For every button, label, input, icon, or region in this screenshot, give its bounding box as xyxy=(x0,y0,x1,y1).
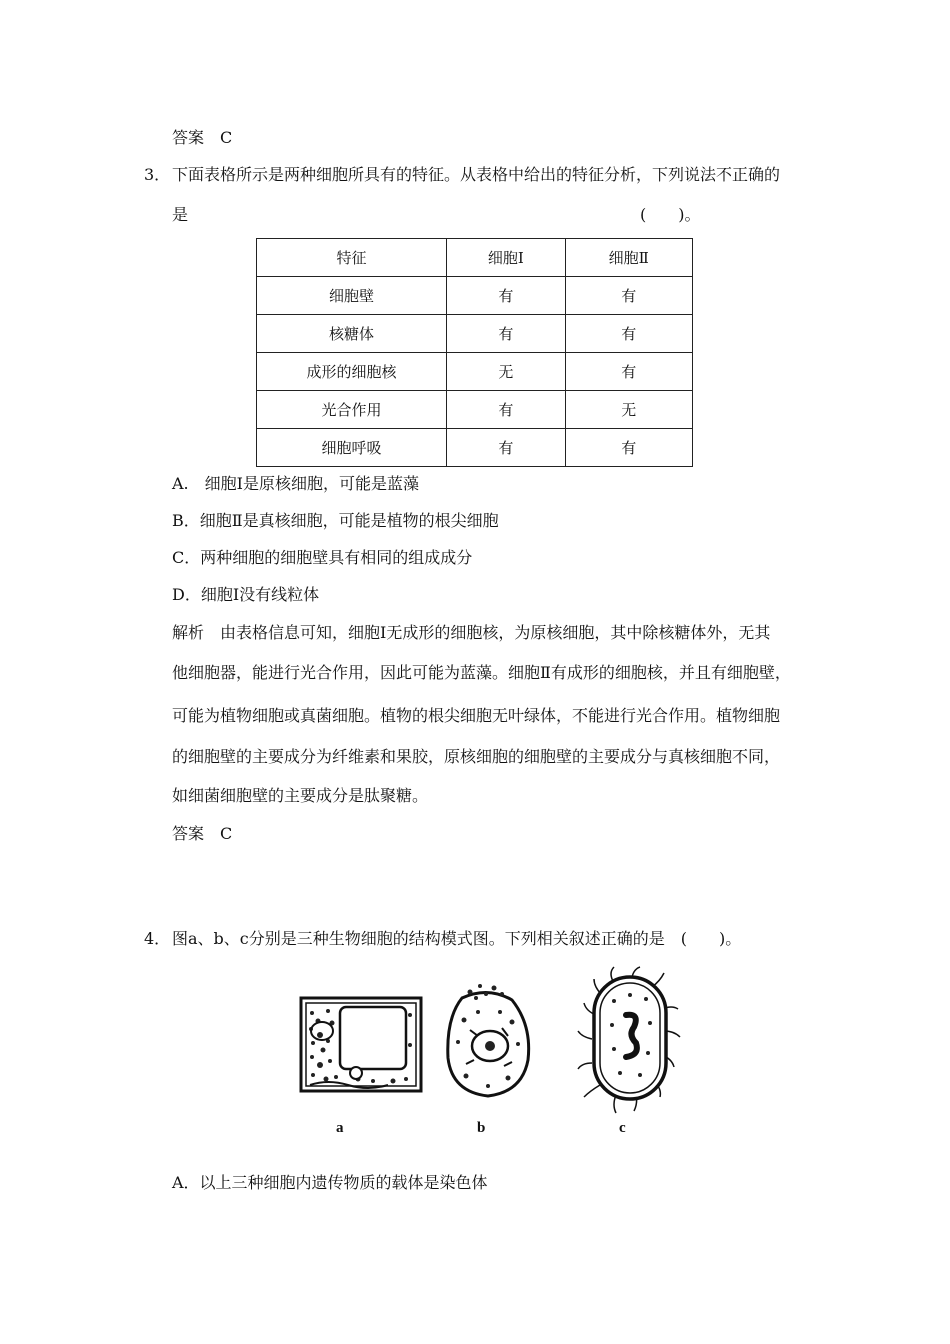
q3-stem-line2: 是 xyxy=(172,205,189,224)
q3-analysis-line2: 他细胞器，能进行光合作用，因此可能为蓝藻。细胞Ⅱ有成形的细胞核，并且有细胞壁， xyxy=(172,663,791,682)
q3-analysis-line3: 可能为植物细胞或真菌细胞。植物的根尖细胞无叶绿体，不能进行光合作用。植物细胞 xyxy=(172,706,781,725)
table-cell: 无 xyxy=(565,391,692,429)
table-row xyxy=(257,429,693,467)
table-cell: 光合作用 xyxy=(257,391,447,429)
q3-stem-line1: 下面表格所示是两种细胞所具有的特征。从表格中给出的特征分析，下列说法不正确的 xyxy=(172,165,781,184)
table-cell: 有 xyxy=(565,429,692,467)
table-header-row xyxy=(257,239,693,277)
q3-answer: 答案 C xyxy=(172,824,233,843)
q3-analysis-line4: 的细胞壁的主要成分为纤维素和果胶，原核细胞的细胞壁的主要成分与真核细胞不同， xyxy=(172,747,781,766)
q3-option-b: B．细胞Ⅱ是真核细胞，可能是植物的根尖细胞 xyxy=(172,511,499,530)
q3-option-d: D．细胞Ⅰ没有线粒体 xyxy=(172,585,320,604)
q3-option-a: A. 细胞Ⅰ是原核细胞，可能是蓝藻 xyxy=(172,474,419,493)
table-cell: 细胞呼吸 xyxy=(257,429,447,467)
table-cell: 有 xyxy=(447,429,565,467)
table-header: 细胞Ⅱ xyxy=(565,239,692,277)
q3-analysis-line5: 如细菌细胞壁的主要成分是肽聚糖。 xyxy=(172,786,429,805)
table-row xyxy=(257,315,693,353)
animal-cell-figure xyxy=(442,980,534,1100)
table-cell: 无 xyxy=(447,353,565,391)
table-cell: 核糖体 xyxy=(257,315,447,353)
table-cell: 有 xyxy=(565,277,692,315)
table-cell: 有 xyxy=(565,353,692,391)
feature-table xyxy=(256,238,693,467)
q3-analysis-line1: 解析 由表格信息可知，细胞Ⅰ无成形的细胞核，为原核细胞，其中除核糖体外，无其 xyxy=(172,623,771,642)
table-row xyxy=(257,391,693,429)
q4-stem: 图a、b、c分别是三种生物细胞的结构模式图。下列相关叙述正确的是 ( )。 xyxy=(172,929,742,948)
bacterium-figure xyxy=(574,965,686,1115)
q3-answer-parens: ( )。 xyxy=(640,205,701,224)
table-cell: 有 xyxy=(447,277,565,315)
figure-label-a: a xyxy=(336,1120,344,1136)
table-header: 细胞Ⅰ xyxy=(447,239,565,277)
table-header: 特征 xyxy=(257,239,447,277)
table-row xyxy=(257,353,693,391)
table-cell: 有 xyxy=(447,315,565,353)
table-cell: 成形的细胞核 xyxy=(257,353,447,391)
q4-number: 4． xyxy=(144,929,171,948)
figure-label-c: c xyxy=(619,1120,626,1136)
table-cell: 细胞壁 xyxy=(257,277,447,315)
q3-option-c: C．两种细胞的细胞壁具有相同的组成成分 xyxy=(172,548,473,567)
q4-option-a: A．以上三种细胞内遗传物质的载体是染色体 xyxy=(172,1173,488,1192)
q3-number: 3． xyxy=(144,165,171,184)
plant-cell-figure xyxy=(298,995,424,1095)
table-row xyxy=(257,277,693,315)
table-cell: 有 xyxy=(565,315,692,353)
figure-label-b: b xyxy=(477,1120,486,1136)
table-cell: 有 xyxy=(447,391,565,429)
q2-answer: 答案 C xyxy=(172,128,233,147)
